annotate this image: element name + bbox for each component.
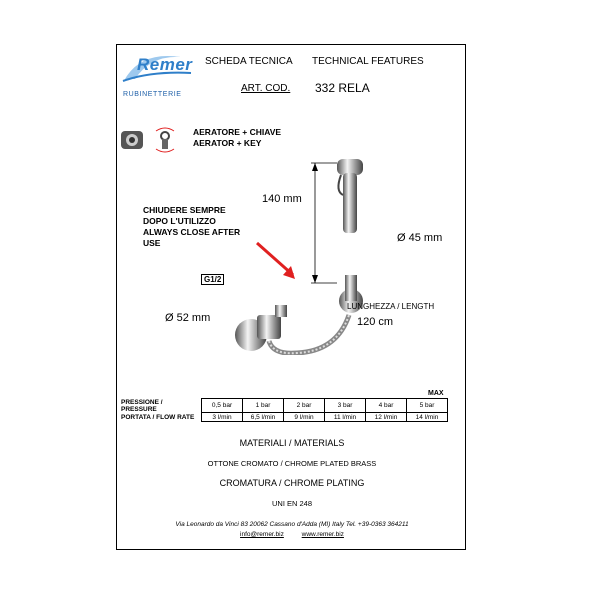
material-text: OTTONE CROMATO / CHROME PLATED BRASS (207, 459, 377, 468)
table-cell: 0,5 bar (202, 399, 243, 413)
pressure-label: PRESSIONE / PRESSURE (121, 398, 163, 413)
max-label: MAX (428, 390, 444, 397)
table-cell: 5 bar (407, 399, 448, 413)
table-cell: 3 l/min (202, 413, 243, 422)
diameter-45: Ø 45 mm (397, 232, 443, 244)
table-cell: 1 bar (243, 399, 284, 413)
warning-line-2: DOPO L'UTILIZZO (143, 216, 216, 226)
accessory-line-2: AERATOR + KEY (193, 138, 262, 148)
aerator-key-image (121, 127, 183, 153)
table-cell: 12 l/min (366, 413, 407, 422)
spec-table (121, 398, 448, 422)
logo-text: Remer (137, 55, 193, 74)
table-cell: 11 l/min (325, 413, 366, 422)
table-cell: 14 l/min (407, 413, 448, 422)
table-cell: 9 l/min (284, 413, 325, 422)
length-label: LUNGHEZZA / LENGTH (347, 302, 435, 311)
website-link[interactable]: www.remer.biz (301, 531, 344, 538)
warning-line-3: ALWAYS CLOSE AFTER (143, 227, 241, 237)
table-cell: 4 bar (366, 399, 407, 413)
plating-text: CROMATURA / CHROME PLATING (219, 478, 365, 488)
thread-label: G1/2 (201, 274, 224, 285)
accessory-line-1: AERATORE + CHIAVE (193, 127, 282, 137)
flow-rate-label: PORTATA / FLOW RATE (121, 413, 195, 421)
table-cell: 2 bar (284, 399, 325, 413)
diameter-52: Ø 52 mm (165, 312, 211, 324)
length-value: 120 cm (357, 316, 394, 328)
art-cod-label: ART. COD. (241, 83, 291, 94)
table-cell: 6,5 l/min (243, 413, 284, 422)
remer-logo (121, 49, 195, 99)
warning-line-1: CHIUDERE SEMPRE (143, 205, 226, 215)
table-cell: 3 bar (325, 399, 366, 413)
footer-links (117, 531, 467, 538)
standard-text: UNI EN 248 (271, 499, 313, 508)
warning-line-4: USE (143, 238, 161, 248)
materials-heading: MATERIALI / MATERIALS (239, 438, 345, 448)
title-italian: SCHEDA TECNICA (205, 56, 293, 67)
email-link[interactable]: info@remer.biz (240, 531, 284, 538)
product-drawing (187, 155, 367, 355)
art-code: 332 RELA (315, 81, 370, 95)
technical-sheet (116, 44, 466, 550)
height-dimension: 140 mm (262, 193, 302, 205)
title-english: TECHNICAL FEATURES (312, 56, 424, 67)
table-row (121, 399, 448, 413)
logo-subtitle: RUBINETTERIE (123, 91, 182, 98)
table-row (121, 413, 448, 422)
footer-address: Via Leonardo da Vinci 83 20062 Cassano d'Adda (MI) Italy Tel. +39-0363 364211 (175, 521, 409, 528)
